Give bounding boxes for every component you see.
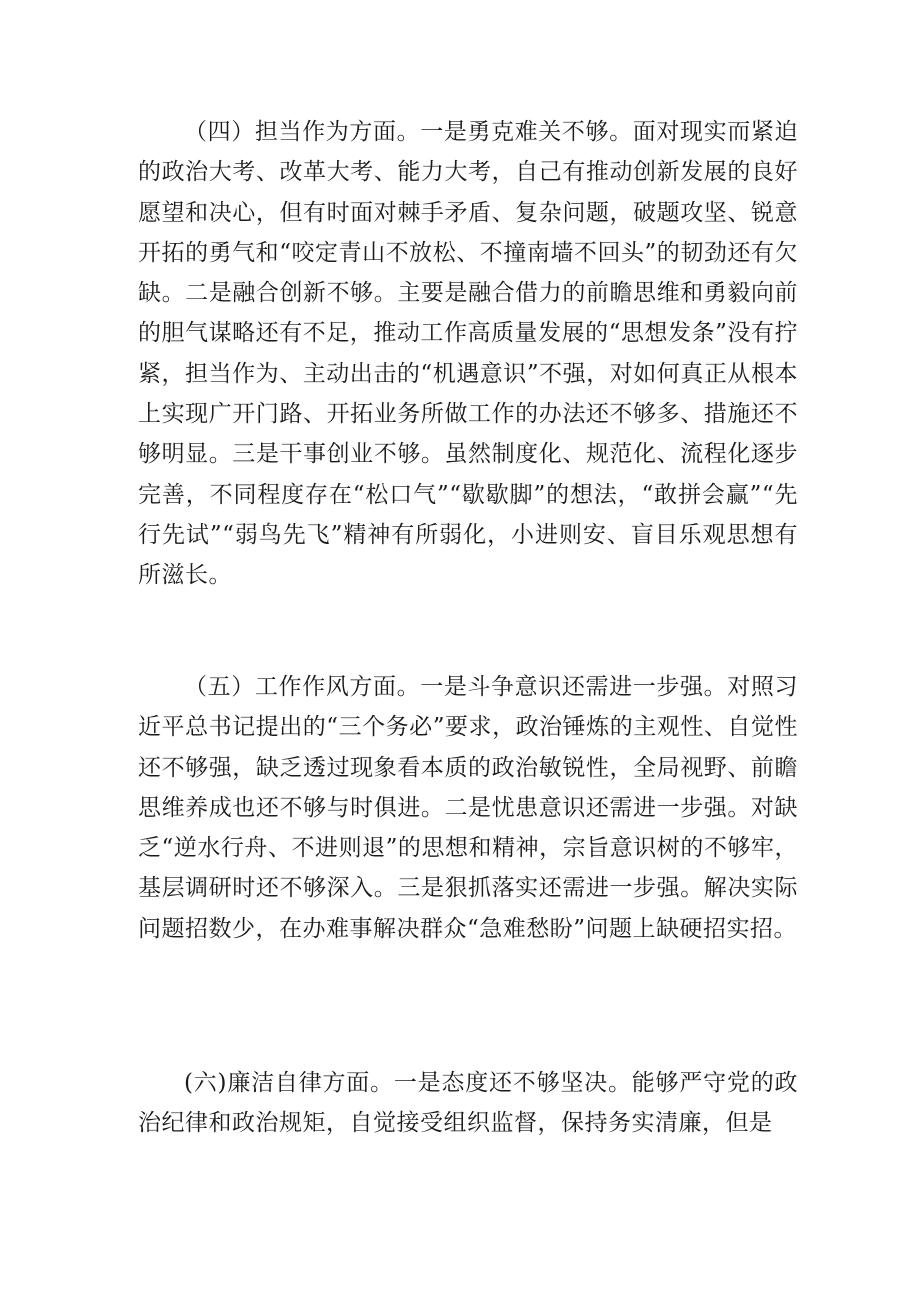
paragraph-section-6: (六)廉洁自律方面。一是态度还不够坚决。能够严守党的政治纪律和政治规矩，自觉接受组织监督，保持务实清廉，但是	[138, 1070, 798, 1137]
paragraph-section-4: （四）担当作为方面。一是勇克难关不够。面对现实而紧迫的政治大考、改革大考、能力大考，自己有推动创新发展的良好愿望和决心，但有时面对棘手矛盾、复杂问题，破题攻坚、锐意开拓的勇气和“咬定青山不放松、不撞南墙不回头”的韧劲还有欠缺。二是融合创新不够。主要是融合借力的前瞻思维和勇毅向前的胆气谋略还有不足，推动工作高质量发展的“思想发条”没有拧紧，担当作为、主动出击的“机遇意识”不强，对如何真正从根本上实现广开门路、开拓业务所做工作的办法还不够多、措施还不够明显。三是干事创业不够。虽然制度化、规范化、流程化逐步完善，不同程度存在“松口气”“歇歇脚”的想法，“敢拼会赢”“先行先试”“弱鸟先飞”精神有所弱化，小进则安、盲目乐观思想有所滋长。	[138, 119, 798, 589]
paragraph-section-5: （五）工作作风方面。一是斗争意识还需进一步强。对照习近平总书记提出的“三个务必”要求，政治锤炼的主观性、自觉性还不够强，缺乏透过现象看本质的政治敏锐性，全局视野、前瞻思维养成也还不够与时俱进。二是忧患意识还需进一步强。对缺乏“逆水行舟、不进则退”的思想和精神，宗旨意识树的不够牢，基层调研时还不够深入。三是狠抓落实还需进一步强。解决实际问题招数少，在办难事解决群众“急难愁盼”问题上缺硬招实招。	[138, 674, 798, 942]
